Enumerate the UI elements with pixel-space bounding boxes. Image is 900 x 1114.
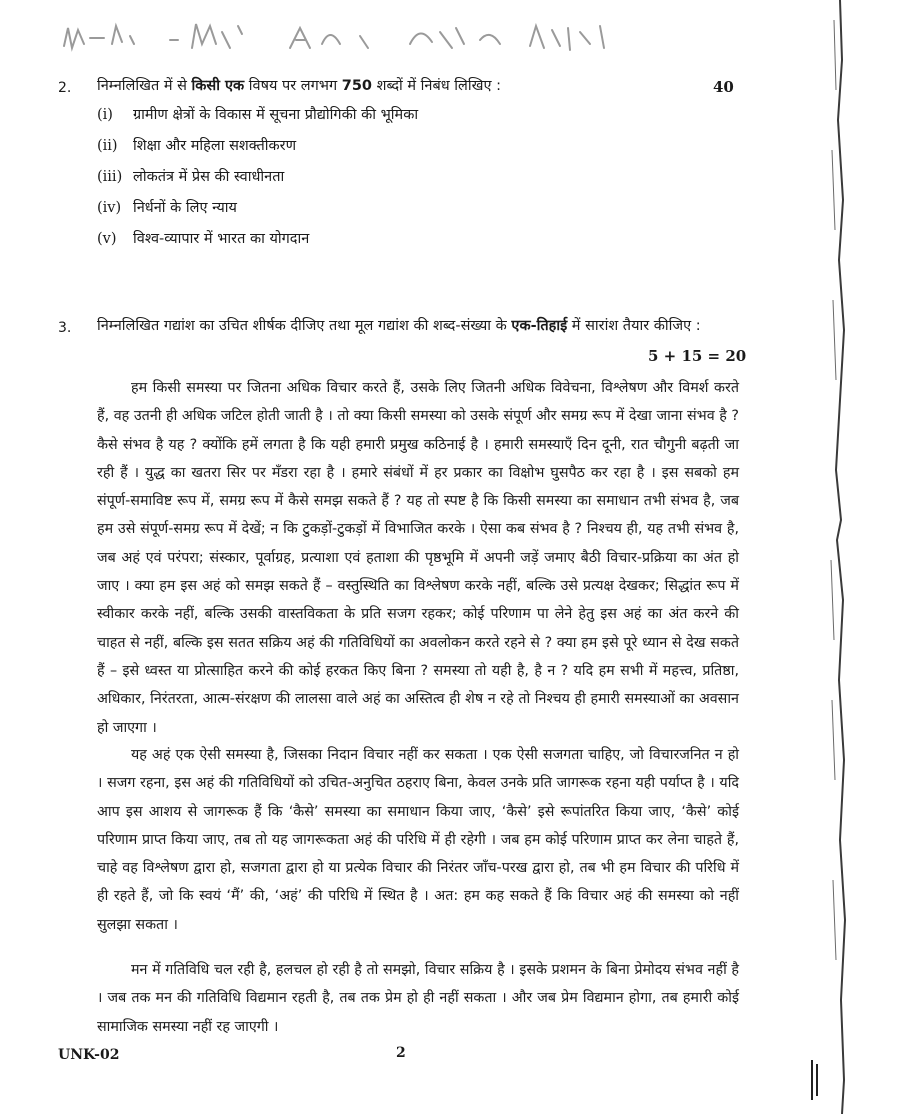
prompt-text: विषय पर लगभग [244,78,342,94]
question-2-prompt [97,72,737,100]
handwritten-scribble [60,14,620,60]
question-2-marks: 40 [713,78,734,96]
paper-code: UNK-02 [58,1047,120,1063]
essay-option [97,197,237,217]
passage-paragraph-2: यह अहं एक ऐसी समस्या है, जिसका निदान विचार नहीं कर सकता । एक ऐसी सजगता चाहिए, जो विचारजनित न हो । सजग रहना, इस अहं की गतिविधियों को उचित-अनुचित ठहराए बिना, केवल उनके प्रति जागरूक रहना यही पर्याप्त है । यदि आप इस आशय से जागरूक हैं कि ‘कैसे’ समस्या का समाधान किया जाए, ‘कैसे’ इसे रूपांतरित किया जाए, ‘कैसे’ कोई परिणाम प्राप्त किया जाए, तब तो यह जागरूकता अहं की परिधि में ही रहेगी । जब हम कोई परिणाम प्राप्त कर लेना चाहते हैं, चाहे वह विश्लेषण द्वारा हो, सजगता द्वारा हो या प्रत्येक विचार की निरंतर जाँच-परख द्वारा हो, तब भी हम विचार की परिधि में ही रहते हैं, जो कि स्वयं ‘मैं’ की, ‘अहं’ की परिधि में स्थित है । अत: हम कह सकते हैं कि विचार अहं की समस्या को नहीं सुलझा सकता । [97,747,739,933]
prompt-text: शब्दों में निबंध लिखिए : [372,78,501,94]
passage-paragraph-3: मन में गतिविधि चल रही है, हलचल हो रही है तो समझो, विचार सक्रिय है । इसके प्रशमन के बिना प्रेमोदय संभव नहीं है । जब तक मन की गतिविधि विद्यमान रहती है, तब तक प्रेम हो ही नहीं सकता । और जब प्रेम विद्यमान होगा, तब हमारी कोई सामाजिक समस्या नहीं रह जाएगी । [97,962,739,1035]
option-numeral: (ii) [97,138,118,154]
question-3-number: 3. [58,320,72,336]
essay-option [97,228,309,248]
question-3-marks: 5 + 15 = 20 [648,347,747,365]
essay-option [97,104,418,124]
question-2-number: 2. [58,80,72,96]
option-text: ग्रामीण क्षेत्रों के विकास में सूचना प्रौद्योगिकी की भूमिका [133,107,419,123]
prompt-emphasis: किसी एक [191,78,245,94]
scanned-page-edge [810,0,900,1114]
essay-option [97,135,296,155]
option-text: निर्धनों के लिए न्याय [133,200,237,216]
passage-paragraph-1: हम किसी समस्या पर जितना अधिक विचार करते हैं, उसके लिए जितनी अधिक विवेचना, विश्लेषण और विमर्श करते हैं, वह उतनी ही अधिक जटिल होती जाती है । तो क्या किसी समस्या को उसके संपूर्ण और समग्र रूप में देखा जाना संभव है ? कैसे संभव है यह ? क्योंकि हमें लगता है कि यही हमारी प्रमुख कठिनाई है । हमारी समस्याएँ दिन दूनी, रात चौगुनी बढ़ती जा रही हैं । युद्ध का खतरा सिर पर मँडरा रहा है । हमारे संबंधों में हर प्रकार का विक्षोभ घुसपैठ कर रहा है । इस सबको हम संपूर्ण-समाविष्ट रूप में, समग्र रूप में कैसे समझ सकते हैं ? यह तो स्पष्ट है कि किसी समस्या का समाधान तभी संभव है, जब हम उसे संपूर्ण-समग्र रूप में देखें; न कि टुकड़ों-टुकड़ों में विभाजित करके । ऐसा कब संभव है ? निश्चय ही, यह तभी संभव है, जब अहं एवं परंपरा; संस्कार, पूर्वाग्रह, प्रत्याशा एवं हताशा की पृष्ठभूमि में अपनी जड़ें जमाए बैठी विचार-प्रक्रिया का अंत हो जाए । क्या हम इस अहं को समझ सकते हैं – वस्तुस्थिति का विश्लेषण करके नहीं, बल्कि उसे प्रत्यक्ष देखकर; सिद्धांत रूप में स्वीकार करके नहीं, बल्कि उसकी वास्तविकता के प्रति सजग रहकर; कोई परिणाम पा लेने हेतु इस अहं का अंत करने की चाहत से नहीं, बल्कि इस सतत सक्रिय अहं की गतिविधियों का अवलोकन करते रहने से ? क्या हम इसे पूरे ध्यान से देख सकते हैं – इसे ध्वस्त या प्रोत्साहित करने की कोई हरकत किए बिना ? समस्या तो यही है, है न ? यदि हम सभी में महत्त्व, प्रतिष्ठा, अधिकार, निरंतरता, आत्म-संरक्षण की लालसा वाले अहं का अस्तित्व ही शेष न रहे तो निश्चय ही हमारी समस्याओं का अवसान हो जाएगा । [97,380,739,736]
option-numeral: (i) [97,107,113,123]
option-numeral: (iii) [97,169,123,185]
essay-option [97,166,284,186]
option-text: लोकतंत्र में प्रेस की स्वाधीनता [133,169,285,185]
option-numeral: (v) [97,231,117,247]
option-text: विश्व-व्यापार में भारत का योगदान [133,231,310,247]
option-numeral: (iv) [97,200,122,216]
option-text: शिक्षा और महिला सशक्तीकरण [133,138,297,154]
prompt-text: निम्नलिखित में से [97,78,192,94]
page-number: 2 [396,1045,406,1061]
prompt-text: निम्नलिखित गद्यांश का उचित शीर्षक दीजिए तथा मूल गद्यांश की शब्द-संख्या के [97,318,512,334]
prompt-emphasis: एक-तिहाई [511,318,568,334]
question-3-prompt [97,312,727,340]
prompt-text: में सारांश तैयार कीजिए : [567,318,701,334]
prompt-word-count: 750 [341,78,373,94]
